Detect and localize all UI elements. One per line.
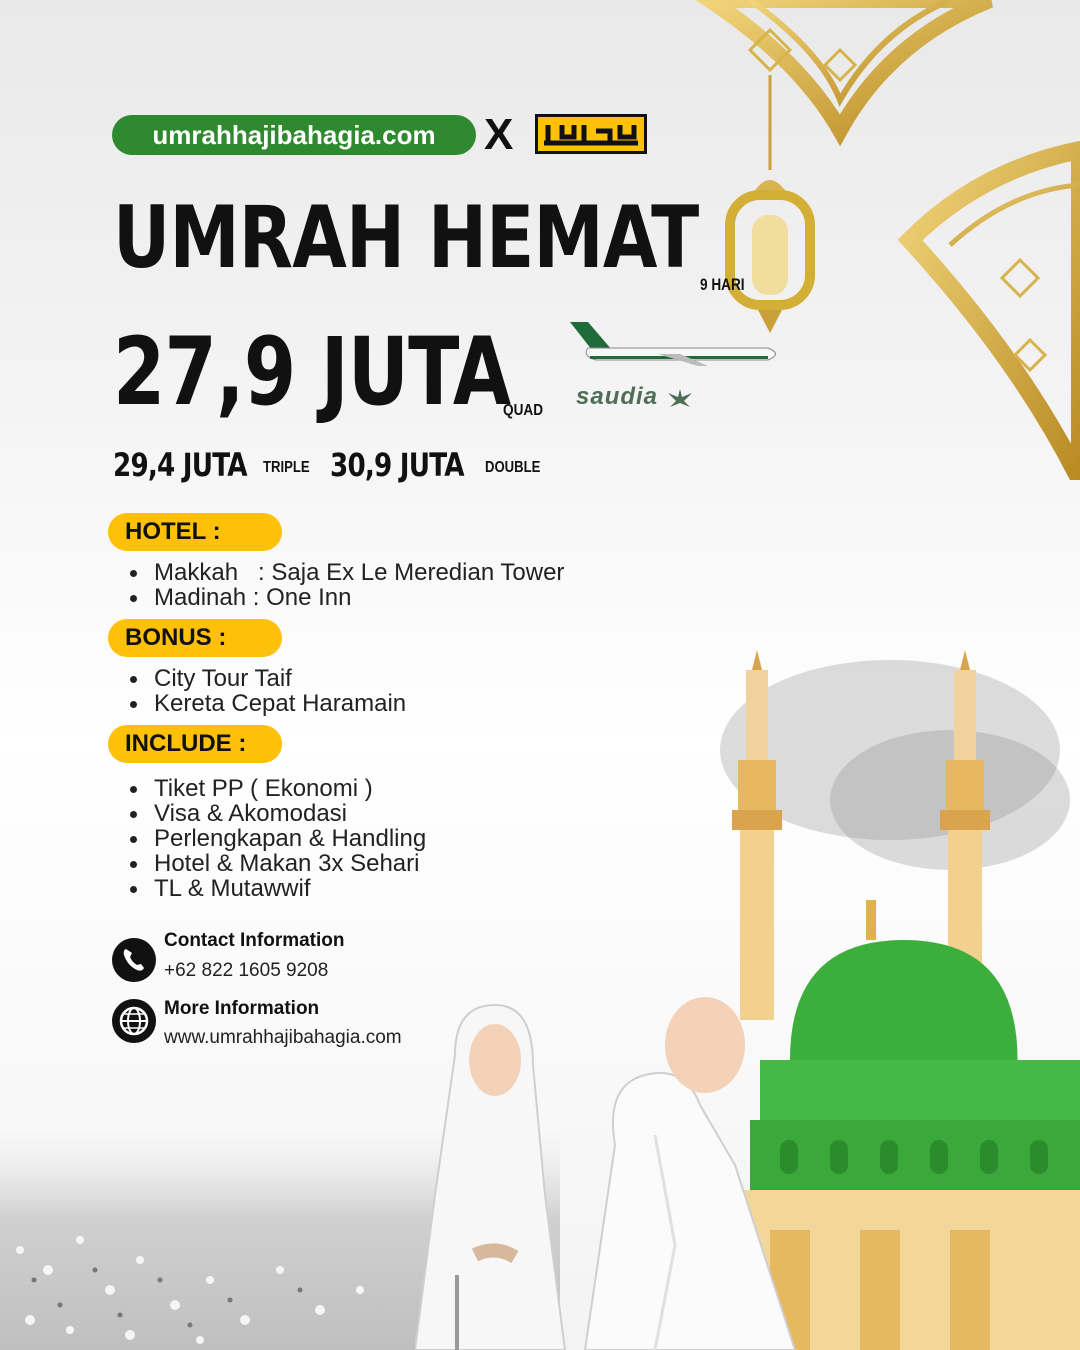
page-title: UMRAH HEMAT <box>113 188 699 288</box>
more-info-heading: More Information <box>164 998 320 1019</box>
list-item: Kereta Cepat Haramain <box>154 690 407 717</box>
contact-phone[interactable]: +62 822 1605 9208 <box>164 960 329 981</box>
partner-logo <box>535 114 647 154</box>
other-prices <box>113 443 553 487</box>
list-item: Tiket PP ( Ekonomi ) <box>154 776 426 801</box>
airline-name: saudia <box>576 383 659 410</box>
hotel-list <box>108 560 564 610</box>
double-label: DOUBLE <box>485 459 541 476</box>
list-item: City Tour Taif <box>154 666 406 691</box>
pilgrims-illustration <box>415 995 825 1350</box>
list-item: Visa & Akomodasi <box>154 801 426 826</box>
phone-icon <box>112 938 156 982</box>
list-item: Makkah : Saja Ex Le Meredian Tower <box>154 559 565 586</box>
bonus-section-label: BONUS : <box>108 619 282 657</box>
double-price: 30,9 JUTA <box>330 446 464 484</box>
triple-label: TRIPLE <box>263 459 310 476</box>
list-item: Madinah : One Inn <box>154 585 564 610</box>
list-item: Perlengkapan & Handling <box>154 825 427 852</box>
quad-label: QUAD <box>503 402 544 419</box>
website-link[interactable]: www.umrahhajibahagia.com <box>164 1027 402 1048</box>
contact-heading: Contact Information <box>164 930 345 951</box>
include-list <box>108 776 426 901</box>
triple-price: 29,4 JUTA <box>113 446 247 484</box>
bonus-list <box>108 666 406 716</box>
airline-logo <box>576 383 694 411</box>
website-pill[interactable]: umrahhajibahagia.com <box>112 115 476 155</box>
globe-icon <box>112 999 156 1043</box>
quad-price: 27,9 JUTA <box>113 318 511 427</box>
list-item: Hotel & Makan 3x Sehari <box>154 851 426 876</box>
hotel-section-label: HOTEL : <box>108 513 282 551</box>
list-item: TL & Mutawwif <box>154 876 426 901</box>
duration-label: 9 HARI <box>700 275 745 294</box>
include-section-label: INCLUDE : <box>108 725 282 763</box>
airplane-icon <box>568 318 784 368</box>
lantern-icon <box>722 75 818 335</box>
collab-x-mark: X <box>484 110 514 159</box>
